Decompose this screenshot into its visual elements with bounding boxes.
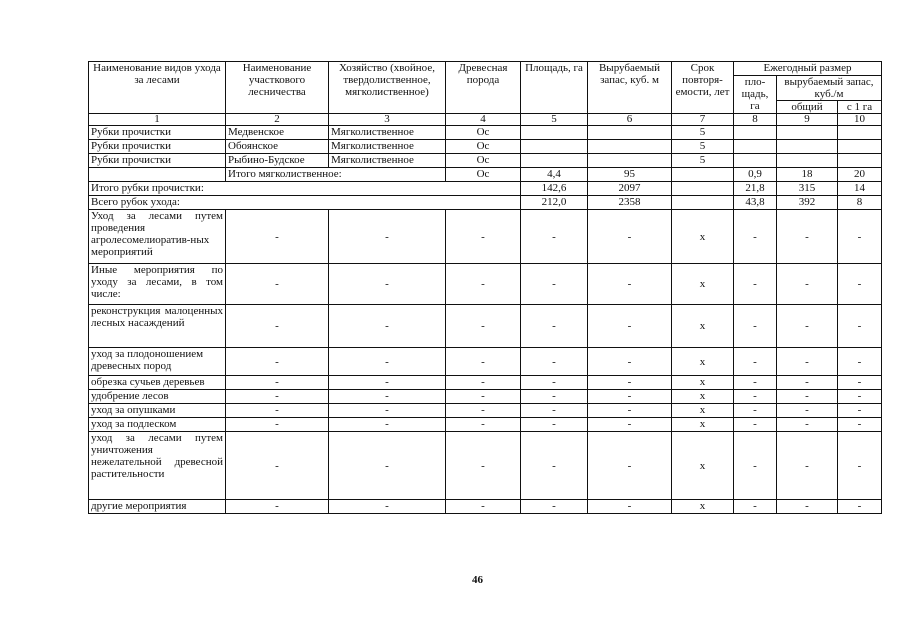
header-col-economy: Хозяйство (хвойное, твердолиственное, мягколиственное) bbox=[329, 62, 446, 114]
dash-cell: - bbox=[588, 376, 672, 390]
dash-cell: - bbox=[226, 418, 329, 432]
dash-cell: - bbox=[446, 264, 521, 305]
economy-type: Мягколиственное bbox=[329, 140, 446, 154]
dash-cell: - bbox=[588, 210, 672, 264]
col-number: 6 bbox=[588, 114, 672, 126]
total-cleaning-label: Итого рубки прочистки: bbox=[89, 182, 521, 196]
dash-cell: - bbox=[777, 376, 838, 390]
dash-cell: - bbox=[446, 376, 521, 390]
table-row bbox=[89, 390, 882, 404]
dash-cell: - bbox=[521, 432, 588, 500]
area: 212,0 bbox=[521, 196, 588, 210]
x-cell: х bbox=[672, 404, 734, 418]
total-care-label: Всего рубок ухода: bbox=[89, 196, 521, 210]
dash-cell: - bbox=[226, 376, 329, 390]
table-row bbox=[89, 376, 882, 390]
measure-name: Иные мероприятия по уходу за лесами, в том числе: bbox=[89, 264, 226, 305]
dash-cell: - bbox=[226, 264, 329, 305]
dash-cell: - bbox=[734, 376, 777, 390]
dash-cell: - bbox=[521, 418, 588, 432]
table-row bbox=[89, 140, 882, 154]
table-row bbox=[89, 500, 882, 514]
dash-cell: - bbox=[838, 376, 882, 390]
dash-cell: - bbox=[777, 305, 838, 348]
col-number: 7 bbox=[672, 114, 734, 126]
dash-cell: - bbox=[329, 418, 446, 432]
species: Ос bbox=[446, 154, 521, 168]
x-cell: х bbox=[672, 348, 734, 376]
x-cell: х bbox=[672, 264, 734, 305]
stock: 2358 bbox=[588, 196, 672, 210]
dash-cell: - bbox=[329, 376, 446, 390]
dash-cell: - bbox=[734, 264, 777, 305]
dash-cell: - bbox=[734, 404, 777, 418]
dash-cell: - bbox=[329, 500, 446, 514]
measure-name: Уход за лесами путем проведения агролесомелиоратив-ных мероприятий bbox=[89, 210, 226, 264]
x-cell: х bbox=[672, 210, 734, 264]
table-row bbox=[89, 348, 882, 376]
dash-cell: - bbox=[521, 390, 588, 404]
dash-cell: - bbox=[446, 348, 521, 376]
area: 4,4 bbox=[521, 168, 588, 182]
measure-name: уход за опушками bbox=[89, 404, 226, 418]
dash-cell: - bbox=[521, 264, 588, 305]
dash-cell: - bbox=[446, 210, 521, 264]
dash-cell: - bbox=[521, 305, 588, 348]
table-row bbox=[89, 305, 882, 348]
dash-cell: - bbox=[521, 348, 588, 376]
stock: 95 bbox=[588, 168, 672, 182]
annual-per-ha: 8 bbox=[838, 196, 882, 210]
measure-name: реконструкция малоценных лесных насаждений bbox=[89, 305, 226, 348]
dash-cell: - bbox=[838, 210, 882, 264]
annual-area bbox=[734, 126, 777, 140]
table-row bbox=[89, 404, 882, 418]
dash-cell: - bbox=[777, 210, 838, 264]
dash-cell: - bbox=[329, 404, 446, 418]
col-number: 4 bbox=[446, 114, 521, 126]
dash-cell: - bbox=[838, 500, 882, 514]
area bbox=[521, 140, 588, 154]
annual-per-ha: 14 bbox=[838, 182, 882, 196]
dash-cell: - bbox=[226, 500, 329, 514]
dash-cell: - bbox=[588, 500, 672, 514]
dash-cell: - bbox=[226, 390, 329, 404]
x-cell: х bbox=[672, 432, 734, 500]
dash-cell: - bbox=[446, 418, 521, 432]
annual-total: 315 bbox=[777, 182, 838, 196]
annual-total bbox=[777, 154, 838, 168]
header-annual: Ежегодный размер bbox=[734, 62, 882, 76]
dash-cell: - bbox=[838, 305, 882, 348]
dash-cell: - bbox=[329, 348, 446, 376]
dash-cell: - bbox=[588, 432, 672, 500]
total-care-row bbox=[89, 196, 882, 210]
dash-cell: - bbox=[588, 264, 672, 305]
header-col-area: Площадь, га bbox=[521, 62, 588, 114]
species: Ос bbox=[446, 126, 521, 140]
table-row bbox=[89, 126, 882, 140]
table-row bbox=[89, 418, 882, 432]
annual-area bbox=[734, 140, 777, 154]
forestry-name: Обоянское bbox=[226, 140, 329, 154]
annual-total: 18 bbox=[777, 168, 838, 182]
period bbox=[672, 182, 734, 196]
dash-cell: - bbox=[329, 210, 446, 264]
dash-cell: - bbox=[777, 390, 838, 404]
dash-cell: - bbox=[226, 210, 329, 264]
dash-cell: - bbox=[777, 418, 838, 432]
annual-total bbox=[777, 126, 838, 140]
x-cell: х bbox=[672, 390, 734, 404]
header-annual-total: общий bbox=[777, 101, 838, 114]
col-number: 3 bbox=[329, 114, 446, 126]
forest-care-table bbox=[88, 61, 882, 514]
measure-name: уход за плодоношением древесных пород bbox=[89, 348, 226, 376]
col-number: 1 bbox=[89, 114, 226, 126]
measure-name: уход за лесами путем уничтожения нежелательной древесной растительности bbox=[89, 432, 226, 500]
col-number: 8 bbox=[734, 114, 777, 126]
x-cell: х bbox=[672, 418, 734, 432]
dash-cell: - bbox=[777, 348, 838, 376]
species: Ос bbox=[446, 168, 521, 182]
annual-area: 0,9 bbox=[734, 168, 777, 182]
dash-cell: - bbox=[329, 390, 446, 404]
dash-cell: - bbox=[734, 348, 777, 376]
subtotal-row bbox=[89, 168, 882, 182]
total-cleaning-row bbox=[89, 182, 882, 196]
dash-cell: - bbox=[777, 500, 838, 514]
x-cell: х bbox=[672, 376, 734, 390]
area: 142,6 bbox=[521, 182, 588, 196]
col-number: 10 bbox=[838, 114, 882, 126]
x-cell: х bbox=[672, 500, 734, 514]
header-col-stock: Вырубаемый запас, куб. м bbox=[588, 62, 672, 114]
dash-cell: - bbox=[588, 404, 672, 418]
economy-type: Мягколиственное bbox=[329, 154, 446, 168]
dash-cell: - bbox=[521, 404, 588, 418]
dash-cell: - bbox=[838, 264, 882, 305]
economy-type: Мягколиственное bbox=[329, 126, 446, 140]
annual-total: 392 bbox=[777, 196, 838, 210]
dash-cell: - bbox=[838, 348, 882, 376]
dash-cell: - bbox=[734, 500, 777, 514]
dash-cell: - bbox=[226, 432, 329, 500]
dash-cell: - bbox=[838, 404, 882, 418]
dash-cell: - bbox=[226, 348, 329, 376]
period: 5 bbox=[672, 140, 734, 154]
x-cell: х bbox=[672, 305, 734, 348]
dash-cell: - bbox=[734, 210, 777, 264]
col-number: 9 bbox=[777, 114, 838, 126]
annual-per-ha: 20 bbox=[838, 168, 882, 182]
dash-cell: - bbox=[734, 305, 777, 348]
dash-cell: - bbox=[734, 418, 777, 432]
stock bbox=[588, 154, 672, 168]
dash-cell: - bbox=[838, 418, 882, 432]
dash-cell: - bbox=[521, 376, 588, 390]
measure-name: уход за подлеском bbox=[89, 418, 226, 432]
dash-cell: - bbox=[838, 390, 882, 404]
table-row bbox=[89, 210, 882, 264]
measure-name: другие мероприятия bbox=[89, 500, 226, 514]
annual-area bbox=[734, 154, 777, 168]
dash-cell: - bbox=[777, 404, 838, 418]
dash-cell: - bbox=[588, 348, 672, 376]
page-number: 46 bbox=[472, 574, 483, 586]
area bbox=[521, 154, 588, 168]
annual-total bbox=[777, 140, 838, 154]
col-number: 2 bbox=[226, 114, 329, 126]
annual-per-ha bbox=[838, 140, 882, 154]
dash-cell: - bbox=[226, 404, 329, 418]
dash-cell: - bbox=[777, 264, 838, 305]
dash-cell: - bbox=[734, 432, 777, 500]
period bbox=[672, 196, 734, 210]
measure-name: обрезка сучьев деревьев bbox=[89, 376, 226, 390]
area bbox=[521, 126, 588, 140]
dash-cell: - bbox=[446, 305, 521, 348]
forestry-name: Медвенское bbox=[226, 126, 329, 140]
period bbox=[672, 168, 734, 182]
dash-cell: - bbox=[777, 432, 838, 500]
dash-cell: - bbox=[329, 305, 446, 348]
stock bbox=[588, 140, 672, 154]
subtotal-label: Итого мягколиственное: bbox=[226, 168, 446, 182]
dash-cell: - bbox=[838, 432, 882, 500]
dash-cell: - bbox=[446, 500, 521, 514]
dash-cell: - bbox=[588, 418, 672, 432]
header-annual-per-ha: с 1 га bbox=[838, 101, 882, 114]
header-col-period: Срок повторя-емости, лет bbox=[672, 62, 734, 114]
header-annual-area: пло-щадь, га bbox=[734, 76, 777, 114]
dash-cell: - bbox=[734, 390, 777, 404]
care-type: Рубки прочистки bbox=[89, 154, 226, 168]
header-annual-cut: вырубаемый запас, куб./м bbox=[777, 76, 882, 101]
table-row bbox=[89, 432, 882, 500]
care-type: Рубки прочистки bbox=[89, 126, 226, 140]
dash-cell: - bbox=[329, 264, 446, 305]
table-row bbox=[89, 154, 882, 168]
dash-cell: - bbox=[521, 210, 588, 264]
stock bbox=[588, 126, 672, 140]
dash-cell: - bbox=[588, 390, 672, 404]
forestry-name: Рыбино-Будское bbox=[226, 154, 329, 168]
dash-cell: - bbox=[588, 305, 672, 348]
dash-cell: - bbox=[446, 404, 521, 418]
table-row bbox=[89, 264, 882, 305]
period: 5 bbox=[672, 154, 734, 168]
dash-cell: - bbox=[329, 432, 446, 500]
species: Ос bbox=[446, 140, 521, 154]
care-type: Рубки прочистки bbox=[89, 140, 226, 154]
measure-name: удобрение лесов bbox=[89, 390, 226, 404]
annual-area: 21,8 bbox=[734, 182, 777, 196]
dash-cell: - bbox=[521, 500, 588, 514]
dash-cell: - bbox=[226, 305, 329, 348]
dash-cell: - bbox=[446, 390, 521, 404]
stock: 2097 bbox=[588, 182, 672, 196]
dash-cell: - bbox=[446, 432, 521, 500]
col-number: 5 bbox=[521, 114, 588, 126]
header-col-type: Наименование видов ухода за лесами bbox=[89, 62, 226, 114]
header-col-species: Древесная порода bbox=[446, 62, 521, 114]
empty-cell bbox=[89, 168, 226, 182]
annual-area: 43,8 bbox=[734, 196, 777, 210]
header-col-forestry: Наименование участкового лесничества bbox=[226, 62, 329, 114]
annual-per-ha bbox=[838, 154, 882, 168]
annual-per-ha bbox=[838, 126, 882, 140]
period: 5 bbox=[672, 126, 734, 140]
